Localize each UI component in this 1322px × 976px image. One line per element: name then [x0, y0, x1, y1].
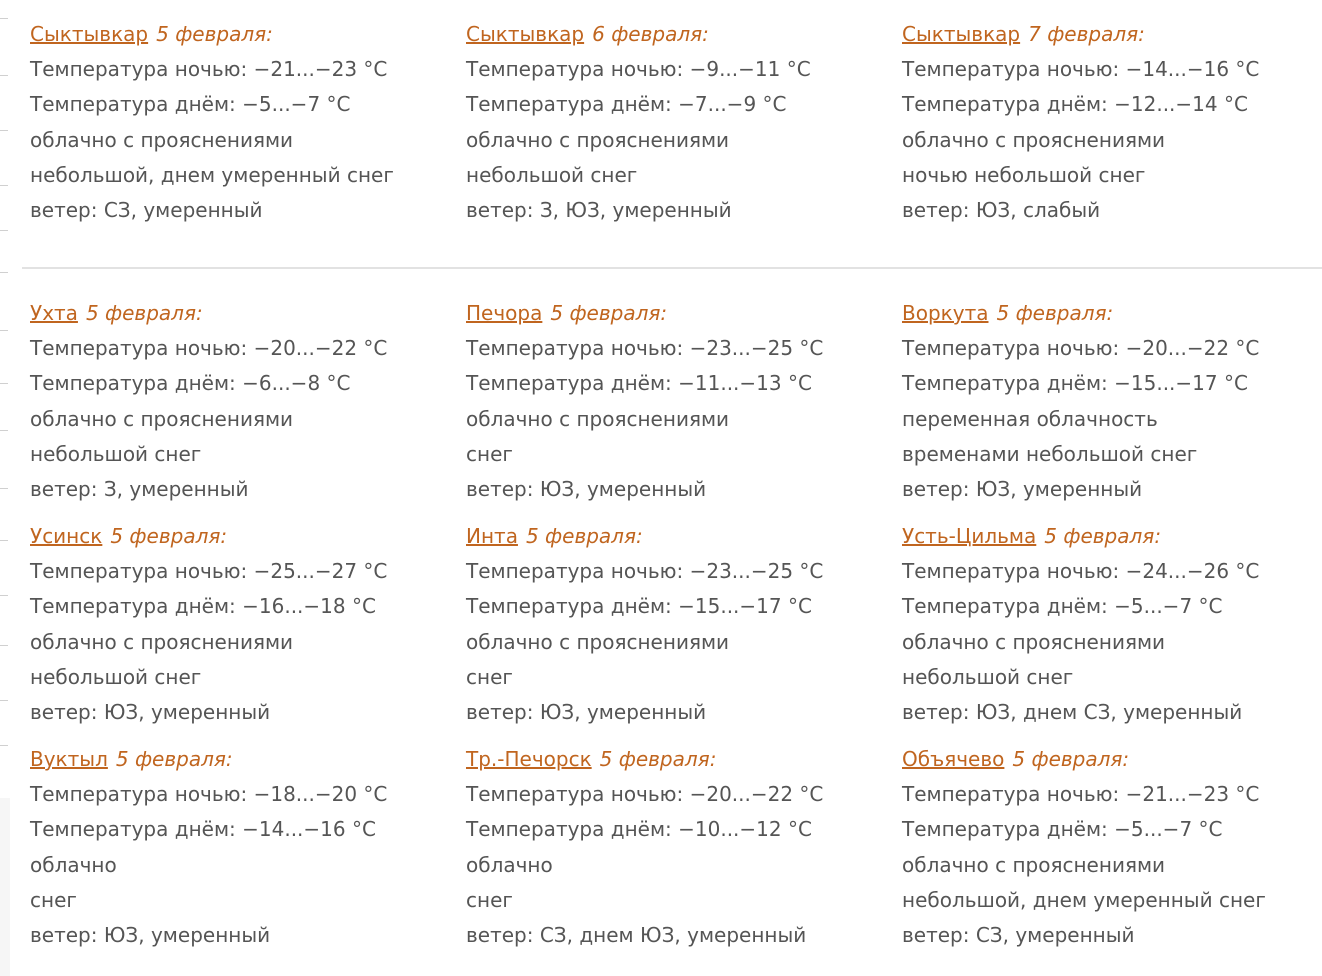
day-temperature: Температура днём: −12...−14 °C: [902, 92, 1248, 117]
gutter-tick: [0, 272, 8, 273]
day-temperature: Температура днём: −15...−17 °C: [466, 594, 812, 619]
precipitation: небольшой снег: [902, 664, 1074, 689]
wind: ветер: ЮЗ, слабый: [902, 197, 1101, 222]
gutter-tick: [0, 645, 8, 646]
forecast-date: 5 февраля:: [550, 301, 668, 325]
precipitation: небольшой, днем умеренный снег: [30, 162, 394, 187]
cloud-condition: облачно: [30, 852, 117, 877]
forecast-card: [466, 17, 886, 228]
night-temperature: Температура ночью: −25...−27 °C: [30, 559, 388, 584]
night-temperature: Температура ночью: −21...−23 °C: [902, 782, 1260, 807]
night-temperature: Температура ночью: −18...−20 °C: [30, 782, 388, 807]
day-temperature: Температура днём: −6...−8 °C: [30, 371, 351, 396]
night-temperature: Температура ночью: −24...−26 °C: [902, 559, 1260, 584]
night-temperature: Температура ночью: −9...−11 °C: [466, 57, 811, 82]
wind: ветер: ЮЗ, умеренный: [466, 699, 707, 724]
section-divider: [22, 267, 1322, 269]
forecast-card: [466, 296, 886, 507]
forecast-card: [902, 296, 1322, 507]
day-temperature: Температура днём: −7...−9 °C: [466, 92, 787, 117]
wind: ветер: ЮЗ, умеренный: [30, 699, 271, 724]
day-temperature: Температура днём: −5...−7 °C: [902, 594, 1223, 619]
precipitation: снег: [466, 441, 513, 466]
night-temperature: Температура ночью: −20...−22 °C: [30, 336, 388, 361]
gutter-tick: [0, 75, 8, 76]
night-temperature: Температура ночью: −20...−22 °C: [466, 782, 824, 807]
gutter-tick: [0, 700, 8, 701]
precipitation: временами небольшой снег: [902, 441, 1198, 466]
day-temperature: Температура днём: −15...−17 °C: [902, 371, 1248, 396]
forecast-date: 5 февраля:: [156, 22, 273, 46]
forecast-card: [30, 296, 450, 507]
city-link[interactable]: Вуктыл: [30, 747, 108, 771]
city-link[interactable]: Инта: [466, 524, 518, 548]
forecast-header: [902, 17, 1322, 52]
forecast-date: 5 февраля:: [996, 301, 1114, 325]
gutter-strip: [0, 798, 10, 976]
forecast-header: [466, 519, 886, 554]
night-temperature: Температура ночью: −23...−25 °C: [466, 559, 824, 584]
night-temperature: Температура ночью: −14...−16 °C: [902, 57, 1260, 82]
city-link[interactable]: Печора: [466, 301, 543, 325]
city-link[interactable]: Усть-Цильма: [902, 524, 1037, 548]
forecast-header: [30, 742, 450, 777]
city-link[interactable]: Сыктывкар: [30, 22, 149, 46]
day-temperature: Температура днём: −16...−18 °C: [30, 594, 376, 619]
day-temperature: Температура днём: −14...−16 °C: [30, 817, 376, 842]
gutter-tick: [0, 130, 8, 131]
forecast-card: [902, 742, 1322, 953]
precipitation: снег: [466, 664, 513, 689]
forecast-card: [902, 519, 1322, 730]
wind: ветер: З, ЮЗ, умеренный: [466, 197, 732, 222]
forecast-date: 7 февраля:: [1028, 22, 1145, 46]
gutter-tick: [0, 745, 8, 746]
wind: ветер: З, умеренный: [30, 476, 249, 501]
gutter-tick: [0, 330, 8, 331]
forecast-card: [30, 742, 450, 953]
cloud-condition: облачно с прояснениями: [30, 406, 294, 431]
cloud-condition: облачно с прояснениями: [902, 127, 1166, 152]
forecast-header: [902, 296, 1322, 331]
wind: ветер: ЮЗ, умеренный: [902, 476, 1143, 501]
forecast-date: 6 февраля:: [592, 22, 709, 46]
city-link[interactable]: Сыктывкар: [902, 22, 1021, 46]
forecast-header: [902, 519, 1322, 554]
forecast-header: [30, 17, 450, 52]
cloud-condition: облачно с прояснениями: [30, 127, 294, 152]
city-link[interactable]: Тр.-Печорск: [466, 747, 592, 771]
day-temperature: Температура днём: −5...−7 °C: [30, 92, 351, 117]
cloud-condition: облачно с прояснениями: [902, 629, 1166, 654]
cloud-condition: переменная облачность: [902, 406, 1158, 431]
forecast-header: [466, 742, 886, 777]
forecast-card: [466, 519, 886, 730]
gutter-tick: [0, 430, 8, 431]
cloud-condition: облачно с прояснениями: [466, 406, 730, 431]
forecast-card: [902, 17, 1322, 228]
gutter-tick: [0, 488, 8, 489]
city-link[interactable]: Объячево: [902, 747, 1005, 771]
cloud-condition: облачно с прояснениями: [30, 629, 294, 654]
forecast-date: 5 февраля:: [1044, 524, 1162, 548]
forecast-date: 5 февраля:: [85, 301, 203, 325]
forecast-header: [466, 17, 886, 52]
precipitation: небольшой снег: [466, 162, 638, 187]
gutter-tick: [0, 383, 8, 384]
forecast-card: [466, 742, 886, 953]
forecast-card: [30, 519, 450, 730]
gutter-tick: [0, 540, 8, 541]
forecast-card: [30, 17, 450, 228]
wind: ветер: ЮЗ, днем СЗ, умеренный: [902, 699, 1243, 724]
city-link[interactable]: Воркута: [902, 301, 989, 325]
wind: ветер: СЗ, умеренный: [902, 922, 1135, 947]
forecast-date: 5 февраля:: [599, 747, 717, 771]
cloud-condition: облачно с прояснениями: [466, 629, 730, 654]
forecast-date: 5 февраля:: [110, 524, 228, 548]
night-temperature: Температура ночью: −21...−23 °C: [30, 57, 388, 82]
day-temperature: Температура днём: −11...−13 °C: [466, 371, 812, 396]
forecast-header: [30, 519, 450, 554]
forecast-header: [466, 296, 886, 331]
precipitation: снег: [30, 887, 77, 912]
day-temperature: Температура днём: −5...−7 °C: [902, 817, 1223, 842]
precipitation: небольшой снег: [30, 664, 202, 689]
forecast-date: 5 февраля:: [1012, 747, 1130, 771]
forecast-date: 5 февраля:: [525, 524, 643, 548]
precipitation: небольшой, днем умеренный снег: [902, 887, 1266, 912]
night-temperature: Температура ночью: −23...−25 °C: [466, 336, 824, 361]
precipitation: снег: [466, 887, 513, 912]
gutter-tick: [0, 230, 8, 231]
wind: ветер: ЮЗ, умеренный: [466, 476, 707, 501]
forecast-header: [30, 296, 450, 331]
city-link[interactable]: Ухта: [30, 301, 78, 325]
wind: ветер: СЗ, днем ЮЗ, умеренный: [466, 922, 807, 947]
day-temperature: Температура днём: −10...−12 °C: [466, 817, 812, 842]
gutter-tick: [0, 595, 8, 596]
cloud-condition: облачно с прояснениями: [902, 852, 1166, 877]
night-temperature: Температура ночью: −20...−22 °C: [902, 336, 1260, 361]
wind: ветер: ЮЗ, умеренный: [30, 922, 271, 947]
forecast-header: [902, 742, 1322, 777]
gutter-tick: [0, 185, 8, 186]
cloud-condition: облачно с прояснениями: [466, 127, 730, 152]
gutter-tick: [0, 18, 8, 19]
city-link[interactable]: Сыктывкар: [466, 22, 585, 46]
forecast-date: 5 февраля:: [115, 747, 233, 771]
cloud-condition: облачно: [466, 852, 553, 877]
city-link[interactable]: Усинск: [30, 524, 103, 548]
precipitation: небольшой снег: [30, 441, 202, 466]
precipitation: ночью небольшой снег: [902, 162, 1146, 187]
wind: ветер: СЗ, умеренный: [30, 197, 263, 222]
